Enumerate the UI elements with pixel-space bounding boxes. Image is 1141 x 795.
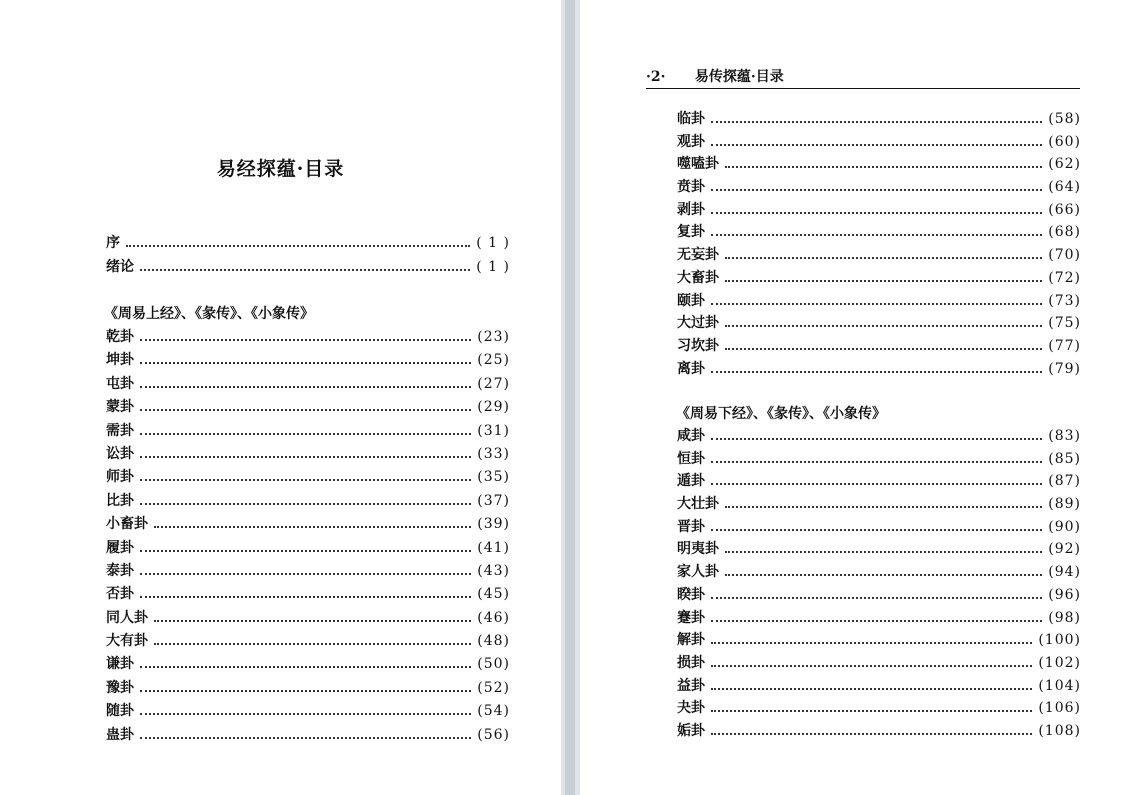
dot-leader xyxy=(711,144,1042,146)
toc-entry xyxy=(106,396,510,419)
toc-list xyxy=(677,425,1081,743)
toc-entry xyxy=(677,335,1081,358)
toc-entry-label: 屯卦 xyxy=(106,375,134,392)
gutter-edge xyxy=(565,0,575,795)
toc-entry-page: (56) xyxy=(477,726,510,743)
dot-leader xyxy=(140,713,471,715)
toc-entry xyxy=(677,176,1081,199)
toc-entry-page: (72) xyxy=(1048,269,1081,286)
front-matter-list xyxy=(106,232,510,280)
toc-entry-label: 履卦 xyxy=(106,539,134,556)
toc-entry xyxy=(106,420,510,443)
page-title: 易经探蕴·目录 xyxy=(216,158,345,180)
running-header xyxy=(646,66,1080,89)
toc-entry-page: (41) xyxy=(477,539,510,556)
toc-entry-label: 贲卦 xyxy=(677,179,705,196)
toc-entry xyxy=(677,244,1081,267)
toc-entry xyxy=(106,583,510,606)
toc-entry-label: 姤卦 xyxy=(677,722,705,739)
dot-leader xyxy=(711,733,1032,735)
toc-entry-label: 泰卦 xyxy=(106,562,134,579)
toc-entry-label: 蹇卦 xyxy=(677,609,705,626)
toc-entry-label: 剥卦 xyxy=(677,201,705,218)
page-gutter xyxy=(561,0,580,795)
toc-entry xyxy=(106,630,510,653)
dot-leader xyxy=(711,597,1042,599)
toc-entry-label: 需卦 xyxy=(106,422,134,439)
toc-entry-page: (100) xyxy=(1038,632,1081,649)
toc-entry xyxy=(677,290,1081,313)
right-page xyxy=(580,0,1141,795)
dot-leader xyxy=(140,339,471,341)
dot-leader xyxy=(711,212,1042,214)
dot-leader xyxy=(711,371,1042,373)
dot-leader xyxy=(140,690,471,692)
section-heading: 《周易上经》、《彖传》、《小象传》 xyxy=(104,306,314,322)
toc-entry xyxy=(106,490,510,513)
dot-leader xyxy=(711,461,1042,463)
toc-entry-label: 乾卦 xyxy=(106,329,134,345)
dot-leader xyxy=(140,456,471,458)
toc-entry xyxy=(106,700,510,723)
dot-leader xyxy=(711,483,1042,485)
toc-entry xyxy=(677,448,1081,471)
toc-entry-label: 复卦 xyxy=(677,224,705,241)
dot-leader xyxy=(140,596,471,598)
toc-entry-label: 损卦 xyxy=(677,654,705,671)
toc-entry xyxy=(106,677,510,700)
toc-entry-page: (75) xyxy=(1048,315,1081,332)
toc-entry-page: (79) xyxy=(1048,360,1081,377)
toc-entry-label: 小畜卦 xyxy=(106,516,148,533)
toc-entry xyxy=(106,560,510,583)
toc-entry-page: (66) xyxy=(1048,201,1081,218)
toc-entry-label: 大壮卦 xyxy=(677,496,719,513)
toc-entry-label: 序 xyxy=(106,235,120,251)
toc-entry-label: 观卦 xyxy=(677,133,705,150)
toc-entry-label: 颐卦 xyxy=(677,292,705,309)
left-page xyxy=(0,0,561,795)
toc-entry xyxy=(106,513,510,536)
toc-entry-page: ( 1 ) xyxy=(476,259,510,275)
toc-entry-label: 坤卦 xyxy=(106,352,134,369)
toc-entry-label: 讼卦 xyxy=(106,445,134,462)
toc-entry-page: (96) xyxy=(1048,586,1081,603)
toc-entry-page: (90) xyxy=(1048,518,1081,535)
toc-entry xyxy=(106,443,510,466)
toc-entry-page: (25) xyxy=(477,352,510,369)
dot-leader xyxy=(140,550,471,552)
dot-leader xyxy=(711,234,1042,236)
toc-entry-label: 明夷卦 xyxy=(677,541,719,558)
toc-entry xyxy=(677,221,1081,244)
dot-leader xyxy=(711,189,1042,191)
toc-entry xyxy=(677,538,1081,561)
toc-entry-label: 随卦 xyxy=(106,703,134,720)
dot-leader xyxy=(711,121,1042,123)
dot-leader xyxy=(725,574,1042,576)
header-title: 易传探蕴·目录 xyxy=(694,69,784,85)
toc-entry-label: 同人卦 xyxy=(106,609,148,626)
toc-entry-page: (87) xyxy=(1048,473,1081,490)
toc-entry xyxy=(677,267,1081,290)
header-page-number: ·2· xyxy=(646,69,666,85)
toc-entry-label: 咸卦 xyxy=(677,428,705,444)
toc-entry-page: (60) xyxy=(1048,133,1081,150)
toc-entry-label: 否卦 xyxy=(106,586,134,603)
toc-entry-page: (64) xyxy=(1048,179,1081,196)
toc-entry xyxy=(106,256,510,280)
toc-entry-page: (58) xyxy=(1048,111,1081,127)
toc-entry-page: (48) xyxy=(477,633,510,650)
toc-entry-page: (89) xyxy=(1048,496,1081,513)
dot-leader xyxy=(140,409,471,411)
toc-entry-label: 习坎卦 xyxy=(677,337,719,354)
dot-leader xyxy=(140,362,471,364)
toc-entry-page: (54) xyxy=(477,703,510,720)
toc-entry-label: 益卦 xyxy=(677,677,705,694)
dot-leader xyxy=(711,688,1032,690)
toc-entry-page: (83) xyxy=(1048,428,1081,444)
dot-leader xyxy=(725,166,1042,168)
dot-leader xyxy=(725,506,1042,508)
toc-entry-page: (98) xyxy=(1048,609,1081,626)
toc-entry xyxy=(106,607,510,630)
toc-entry xyxy=(106,232,510,256)
dot-leader xyxy=(154,620,471,622)
toc-entry-page: (68) xyxy=(1048,224,1081,241)
toc-entry-label: 恒卦 xyxy=(677,450,705,467)
toc-entry-page: (29) xyxy=(477,399,510,416)
toc-entry xyxy=(677,607,1081,630)
toc-entry xyxy=(677,629,1081,652)
toc-entry-label: 大有卦 xyxy=(106,633,148,650)
dot-leader xyxy=(140,573,471,575)
toc-entry xyxy=(677,131,1081,154)
toc-entry xyxy=(106,466,510,489)
toc-entry xyxy=(677,675,1081,698)
toc-entry-page: (85) xyxy=(1048,450,1081,467)
toc-entry xyxy=(106,724,510,747)
toc-entry xyxy=(106,349,510,372)
dot-leader xyxy=(140,479,471,481)
toc-entry xyxy=(106,653,510,676)
toc-entry-label: 谦卦 xyxy=(106,656,134,673)
toc-entry xyxy=(677,584,1081,607)
toc-entry-label: 临卦 xyxy=(677,111,705,127)
toc-entry-page: (102) xyxy=(1038,654,1081,671)
toc-entry-label: 大过卦 xyxy=(677,315,719,332)
toc-entry-page: (104) xyxy=(1038,677,1081,694)
toc-entry xyxy=(106,373,510,396)
toc-entry-page: (94) xyxy=(1048,564,1081,581)
dot-leader xyxy=(725,325,1042,327)
dot-leader xyxy=(140,269,470,271)
dot-leader xyxy=(140,433,471,435)
toc-entry-label: 无妄卦 xyxy=(677,247,719,264)
dot-leader xyxy=(154,526,471,528)
toc-entry xyxy=(677,561,1081,584)
dot-leader xyxy=(711,620,1042,622)
toc-entry-page: (108) xyxy=(1038,722,1081,739)
toc-entry-label: 绪论 xyxy=(106,259,134,275)
toc-entry-page: (39) xyxy=(477,516,510,533)
toc-entry-label: 噬嗑卦 xyxy=(677,156,719,173)
toc-entry xyxy=(677,470,1081,493)
toc-entry xyxy=(677,108,1081,131)
toc-entry-label: 蒙卦 xyxy=(106,399,134,416)
toc-entry-page: (37) xyxy=(477,492,510,509)
toc-entry xyxy=(106,326,510,349)
toc-entry xyxy=(677,153,1081,176)
toc-entry-page: (62) xyxy=(1048,156,1081,173)
toc-entry-label: 比卦 xyxy=(106,492,134,509)
toc-entry-page: (33) xyxy=(477,445,510,462)
toc-entry-page: (31) xyxy=(477,422,510,439)
toc-entry-page: (27) xyxy=(477,375,510,392)
dot-leader xyxy=(140,737,471,739)
toc-entry-label: 师卦 xyxy=(106,469,134,486)
toc-entry-page: ( 1 ) xyxy=(476,235,510,251)
toc-entry xyxy=(677,720,1081,743)
toc-list xyxy=(677,108,1081,380)
toc-entry-page: (77) xyxy=(1048,337,1081,354)
dot-leader xyxy=(140,386,471,388)
toc-entry xyxy=(677,358,1081,381)
toc-entry xyxy=(677,312,1081,335)
toc-entry-label: 豫卦 xyxy=(106,679,134,696)
toc-entry xyxy=(677,516,1081,539)
toc-entry xyxy=(677,697,1081,720)
toc-entry xyxy=(677,652,1081,675)
toc-entry-label: 解卦 xyxy=(677,632,705,649)
toc-entry-label: 蛊卦 xyxy=(106,726,134,743)
toc-entry-label: 遁卦 xyxy=(677,473,705,490)
dot-leader xyxy=(725,348,1042,350)
toc-entry-page: (45) xyxy=(477,586,510,603)
dot-leader xyxy=(126,245,470,247)
dot-leader xyxy=(140,503,471,505)
dot-leader xyxy=(725,551,1042,553)
toc-entry xyxy=(106,537,510,560)
toc-list xyxy=(106,326,510,747)
toc-entry-label: 离卦 xyxy=(677,360,705,377)
dot-leader xyxy=(711,665,1032,667)
toc-entry-label: 大畜卦 xyxy=(677,269,719,286)
toc-entry xyxy=(677,425,1081,448)
toc-entry-page: (73) xyxy=(1048,292,1081,309)
dot-leader xyxy=(711,303,1042,305)
toc-entry-label: 晋卦 xyxy=(677,518,705,535)
toc-entry-page: (35) xyxy=(477,469,510,486)
toc-entry-page: (46) xyxy=(477,609,510,626)
toc-entry-label: 睽卦 xyxy=(677,586,705,603)
dot-leader xyxy=(711,438,1042,440)
dot-leader xyxy=(725,280,1042,282)
dot-leader xyxy=(711,710,1032,712)
toc-entry-label: 夬卦 xyxy=(677,700,705,717)
toc-entry-page: (70) xyxy=(1048,247,1081,264)
toc-entry-page: (52) xyxy=(477,679,510,696)
dot-leader xyxy=(711,642,1032,644)
dot-leader xyxy=(140,666,471,668)
toc-entry-page: (106) xyxy=(1038,700,1081,717)
toc-entry xyxy=(677,493,1081,516)
toc-entry-page: (43) xyxy=(477,562,510,579)
dot-leader xyxy=(711,529,1042,531)
toc-entry-page: (92) xyxy=(1048,541,1081,558)
section-heading: 《周易下经》、《彖传》、《小象传》 xyxy=(676,406,886,422)
toc-entry-page: (23) xyxy=(477,329,510,345)
dot-leader xyxy=(154,643,471,645)
toc-entry xyxy=(677,199,1081,222)
toc-entry-page: (50) xyxy=(477,656,510,673)
dot-leader xyxy=(725,257,1042,259)
toc-entry-label: 家人卦 xyxy=(677,564,719,581)
